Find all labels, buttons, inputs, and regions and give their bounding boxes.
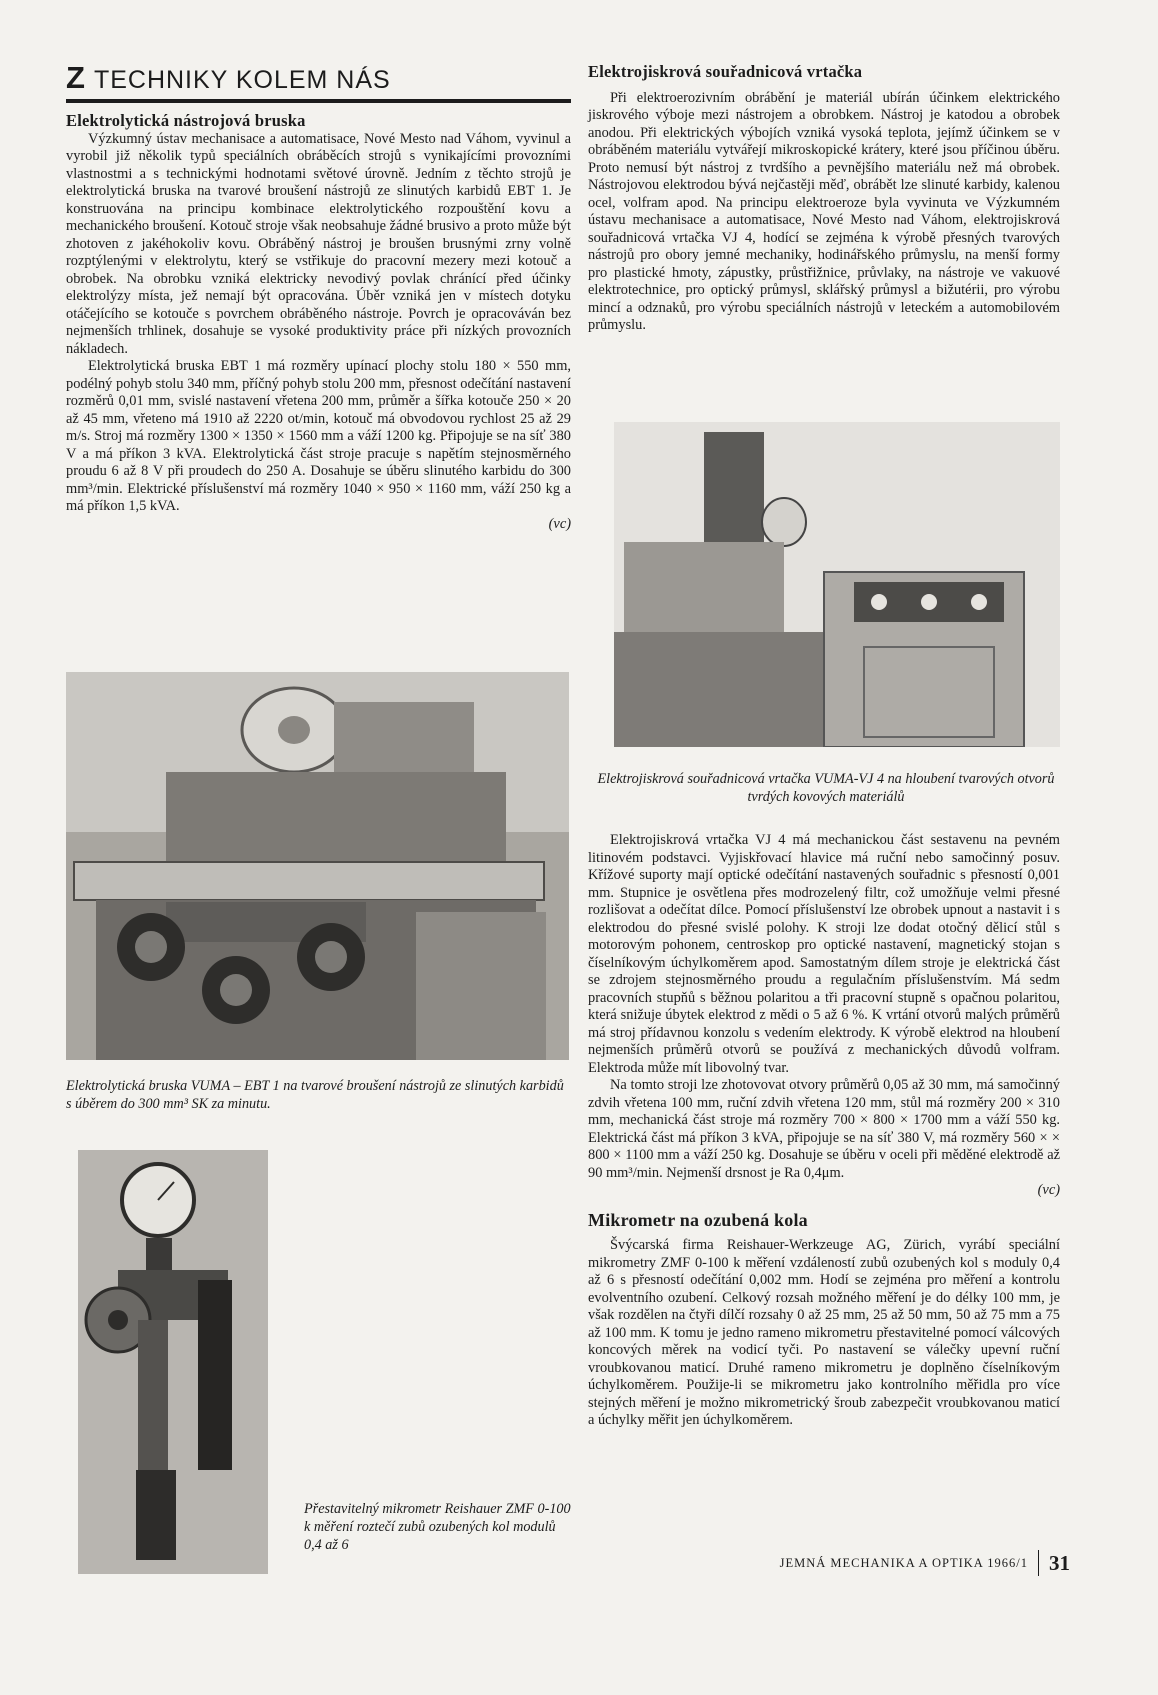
section-heading-letter: Z	[66, 60, 86, 95]
section-heading	[66, 62, 571, 93]
left-column	[66, 62, 571, 533]
page-number: 31	[1049, 1550, 1070, 1575]
article2-intro: Při elektroerozivním obrábění je materiál ubírán účinkem elektrického jiskrového výboje mezi nástrojem a obrobkem. Nástroj je katodou a obrobek anodou. Při elektrických výbojích vzniká vysoká teplota, jejímž účinkem se v obráběném materiálu vytvářejí mikroskopické krátery, které jsou příčinou úběru. Proto nemusí být nástroj z tvrdšího a pevnějšího materiálu než má obrobek. Nástrojovou elektrodou bývá nejčastěji měď, obrábět lze slinuté karbidy, kalenou ocel, volfram apod. Na principu elektroeroze byla vyvinuta ve Výzkumném ústavu mechanisace a automatisace, Nové Mesto nad Váhom, elektrojiskrová souřadnicová vrtačka VJ 4, hodící se zejména k výrobě přesných tvarových nástrojů pro obory jemné mechaniky, hodinářského průmyslu, na menší formy pro plastické hmoty, zápustky, průstřižnice, průvlaky, na nástroje ve vakuové elektrotechnice, pro optický průmysl, sklářský průmysl a bižutérii, pro výrobu mincí a odznaků, pro výrobu speciálních nástrojů v leteckém a automobilovém průmyslu.	[588, 89, 1060, 334]
article2-paragraph: Elektrojiskrová vrtačka VJ 4 má mechanickou část sestavenu na pevném litinovém podstavci. Vyjiskřovací hlavice má ruční nebo samočinný posuv. Křížové suporty mají optické odečítání nastavených souřadnic s přesností 0,001 mm. Stupnice je osvětlena přes modrozelený filtr, což umožňuje velmi přesné rozlišovat a odečítat dílce. Pomocí příslušenství lze obrobek upnout a nastavit i s elektrodou do přesné svislé polohy. K stroji lze dodat otočný dělicí stůl s motorovým pohonem, centroskop pro optické nastavení, magnetický stojan s číselníkovým úchylkoměrem apod. Samostatným dílem stroje je elektrická část se zdrojem stejnosměrného proudu a regulačním příslušenstvím. Má sedm pracovních stupňů s běžnou polaritou a tři pracovní stupně s opačnou polaritou, která snižuje úbytek elektrod z mědi o 5 až 6 %. K vrtání otvorů malých průměrů má stroj přídavnou konzolu s vedením elektrody. K výrobě elektrod na hloubení nejmenších průměrů otvorů se používá z mechanických důvodů volfram. Elektroda může mít libovolný tvar.	[588, 832, 1060, 1076]
journal-name: JEMNÁ MECHANIKA A OPTIKA 1966/1	[779, 1555, 1028, 1570]
article2-title: Elektrojiskrová souřadnicová vrtačka	[588, 62, 863, 81]
article1-title: Elektrolytická nástrojová bruska	[66, 111, 306, 130]
micrometer-photo-caption: Přestavitelný mikrometr Reishauer ZMF 0-100 k měření roztečí zubů ozubených kol modulů 0,4 až 6	[304, 1501, 571, 1553]
page-footer	[760, 1550, 1070, 1576]
section-heading-text: TECHNIKY KOLEM NÁS	[93, 66, 391, 94]
article2-signature: (vc)	[1037, 1182, 1060, 1198]
right-column	[588, 62, 1060, 335]
grinder-photo	[66, 672, 569, 1060]
drill-photo-caption: Elektrojiskrová souřadnicová vrtačka VUMA-VJ 4 na hloubení tvarových otvorů tvrdých kovových materiálů	[597, 771, 1055, 805]
drill-photo	[614, 422, 1060, 747]
footer-divider	[1038, 1550, 1039, 1576]
article1-paragraph: Výzkumný ústav mechanisace a automatisace, Nové Mesto nad Váhom, vyvinul a vyrobil již několik typů speciálních obráběcích strojů s vynikajícími provozními vlastnostmi a s technickými hodnotami světové úrovně. Jedním z těchto strojů je elektrolytická bruska na tvarové broušení nástrojů ze slinutých karbidů EBT 1. Je konstruována na principu kombinace elektrolytického rozpouštění kovu a mechanického broušení. Kotouč stroje však neobsahuje žádné brusivo a proto může být zhotoven z jakéhokoliv kovu. Obráběný nástroj je broušen brusnými zrny volně rozptýlenými v elektrolytu, který se vstřikuje do pracovní mezery mezi kotouč a obrobek. Na obrobku vzniká elektricky nevodivý povlak chránící před účinky elektrolýzy místa, jež nemají být opracována. Úběr vzniká jen v místech dotyku otáčejícího se kotouče s povrchem obráběného nástroje. Povrch je opracováván bez nejmenších trhlinek, dosahuje se vysoké produktivity práce při nízkých provozních nákladech.	[66, 130, 571, 357]
section-rule	[66, 99, 571, 103]
article1-signature: (vc)	[548, 515, 571, 532]
article2-paragraph: Na tomto stroji lze zhotovovat otvory průměrů 0,05 až 30 mm, má samočinný zdvih vřetena 100 mm, ruční zdvih vřetena 120 mm, stůl má rozměry 200 × 310 mm, mechanická část stroje má rozměry 700 × 800 × 1700 mm a váží 550 kg. Elektrická část má příkon 3 kVA, připojuje se na síť 380 V, má rozměry 560 × × 800 × 1100 mm a váží 250 kg. Dosahuje se úběru v oceli při měděné elektrodě až 90 mm³/min. Nejmenší drsnost je Ra 0,4μm.	[588, 1077, 1060, 1181]
article2-continued	[588, 832, 1060, 1430]
article1-paragraph: Elektrolytická bruska EBT 1 má rozměry upínací plochy stolu 180 × 550 mm, podélný pohyb stolu 340 mm, příčný pohyb stolu 200 mm, přesnost odečítání nastavení rozměrů 0,01 mm, svislé nastavení vřetena 200 mm, průměr a šířka kotouče 250 × 20 až 45 mm, vřeteno má 1910 až 2220 ot/min, kotouč má obvodovou rychlost 25 až 29 m/s. Stroj má rozměry 1300 × 1350 × 1560 mm a váží 1200 kg. Připojuje se na síť 380 V a má příkon 3 kVA. Elektrolytická část stroje pracuje s napětím stejnosměrného proudu 6 až 8 V při proudech do 250 A. Dosahuje se úběru slinutého karbidu do 300 mm³/min. Elektrické příslušenství má rozměry 1040 × 950 × 1160 mm, váží 250 kg a má příkon 1,5 kVA.	[66, 358, 571, 515]
micrometer-photo	[78, 1150, 268, 1574]
grinder-photo-caption: Elektrolytická bruska VUMA – EBT 1 na tvarové broušení nástrojů ze slinutých karbidů s úběrem do 300 mm³ SK za minutu.	[66, 1078, 564, 1112]
article3-title: Mikrometr na ozubená kola	[588, 1209, 808, 1230]
article3-paragraph: Švýcarská firma Reishauer-Werkzeuge AG, Zürich, vyrábí speciální mikrometry ZMF 0-100 k měření vzdáleností zubů ozubených kol s moduly 0,4 až 6 s přesností odečítání 0,002 mm. Hodí se zejména pro měření a kontrolu evolventního ozubení. Celkový rozsah možného měření je do délky 100 mm, je však rozdělen na čtyři dílčí rozsahy 0 až 25 mm, 25 až 50 mm, 50 až 75 mm a 75 až 100 mm. K tomu je jedno rameno mikrometru přestavitelné pomocí válcových koncových měrek na vodicí tyči. Po nastavení se válečky upevní ruční vroubkovanou maticí. Druhé rameno mikrometru je doplněno číselníkovým úchylkoměrem. Použije-li se mikrometru jako kontrolního měřidla pro více stejných měření je možno mikrometrický šroub zabezpečit vroubkovanou maticí a úchylky měřit jen úchylkoměrem.	[588, 1237, 1060, 1429]
